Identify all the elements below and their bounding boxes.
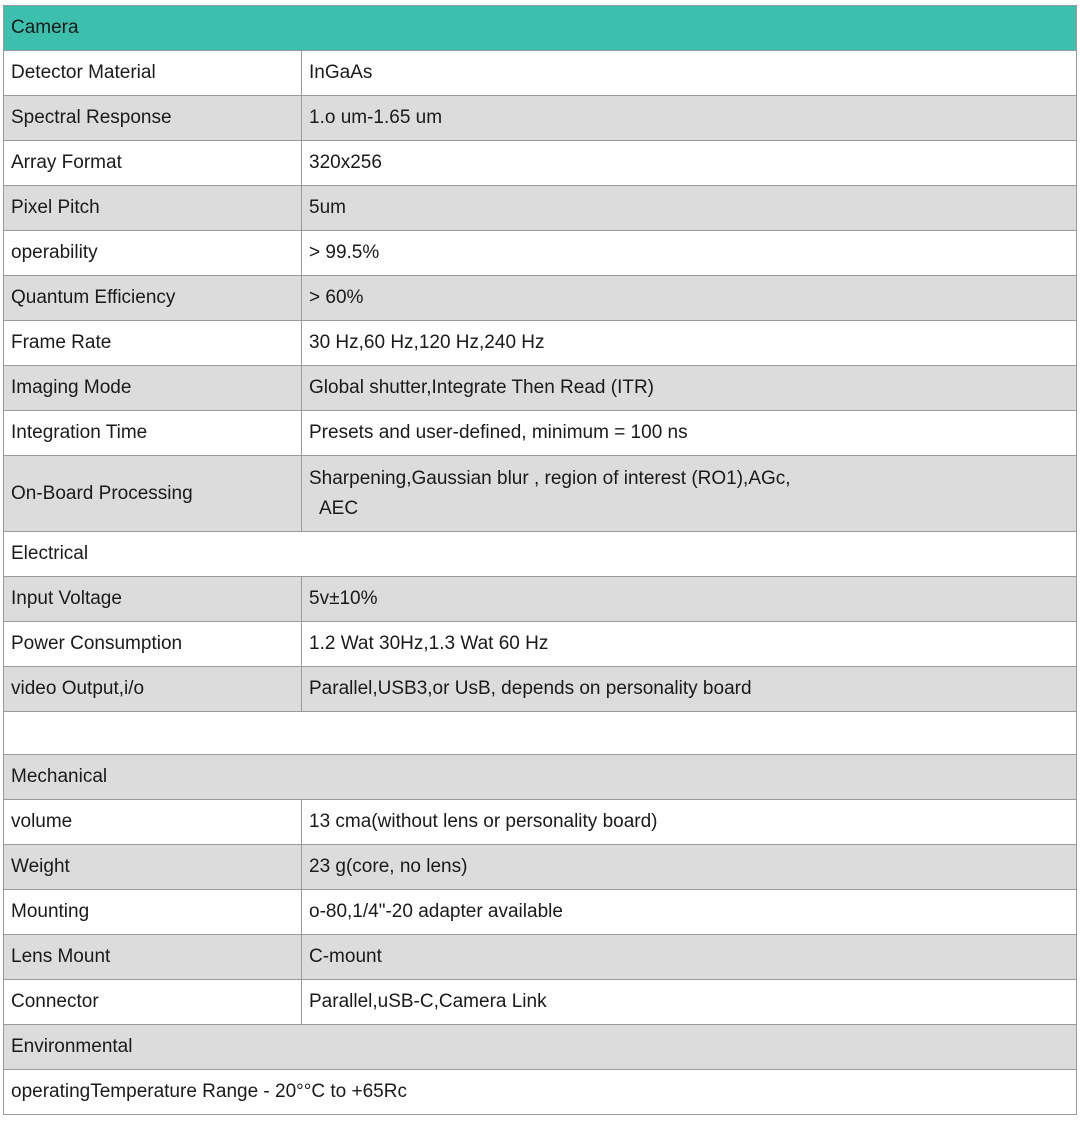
row-label: operability	[4, 231, 302, 276]
table-row	[4, 622, 1077, 667]
row-value: InGaAs	[302, 51, 1077, 96]
row-value-line: Sharpening,Gaussian blur , region of interest (RO1),AGc,	[309, 467, 791, 489]
row-label: On-Board Processing	[4, 456, 302, 532]
row-value: Global shutter,Integrate Then Read (ITR)	[302, 366, 1077, 411]
row-value: 23 g(core, no lens)	[302, 845, 1077, 890]
table-row	[4, 411, 1077, 456]
row-label: Weight	[4, 845, 302, 890]
table-row	[4, 667, 1077, 712]
table-row	[4, 890, 1077, 935]
table-row	[4, 1070, 1077, 1115]
row-value: 5v±10%	[302, 577, 1077, 622]
table-row	[4, 456, 1077, 532]
row-label: Pixel Pitch	[4, 186, 302, 231]
section-row-electrical	[4, 532, 1077, 577]
row-label: Power Consumption	[4, 622, 302, 667]
row-value: Parallel,uSB-C,Camera Link	[302, 980, 1077, 1025]
row-value: > 60%	[302, 276, 1077, 321]
table-row	[4, 800, 1077, 845]
row-label: Lens Mount	[4, 935, 302, 980]
row-full-width-value: operatingTemperature Range - 20°°C to +65Rc	[4, 1070, 1077, 1115]
row-value	[302, 456, 1077, 532]
table-header-row	[4, 6, 1077, 51]
table-row	[4, 96, 1077, 141]
row-label: Frame Rate	[4, 321, 302, 366]
row-value: Parallel,USB3,or UsB, depends on personality board	[302, 667, 1077, 712]
table-row	[4, 276, 1077, 321]
row-value: 1.2 Wat 30Hz,1.3 Wat 60 Hz	[302, 622, 1077, 667]
row-label: Integration Time	[4, 411, 302, 456]
row-label: Spectral Response	[4, 96, 302, 141]
table-row	[4, 845, 1077, 890]
row-value: 5um	[302, 186, 1077, 231]
section-heading-mechanical: Mechanical	[4, 755, 1077, 800]
row-value: 13 cma(without lens or personality board)	[302, 800, 1077, 845]
row-label: Connector	[4, 980, 302, 1025]
row-label: volume	[4, 800, 302, 845]
row-value: > 99.5%	[302, 231, 1077, 276]
section-heading-environmental: Environmental	[4, 1025, 1077, 1070]
table-row	[4, 980, 1077, 1025]
section-row-environmental	[4, 1025, 1077, 1070]
section-row-mechanical	[4, 755, 1077, 800]
row-value: Presets and user-defined, minimum = 100 ns	[302, 411, 1077, 456]
empty-cell	[4, 712, 1077, 755]
row-value-line: AEC	[319, 497, 359, 519]
table-row	[4, 186, 1077, 231]
empty-row	[4, 712, 1077, 755]
table-row	[4, 51, 1077, 96]
section-header-camera: Camera	[4, 6, 1077, 51]
table-row	[4, 577, 1077, 622]
row-label: Input Voltage	[4, 577, 302, 622]
table-row	[4, 231, 1077, 276]
row-label: Detector Material	[4, 51, 302, 96]
row-value: C-mount	[302, 935, 1077, 980]
row-value: 30 Hz,60 Hz,120 Hz,240 Hz	[302, 321, 1077, 366]
table-row	[4, 366, 1077, 411]
row-label: video Output,i/o	[4, 667, 302, 712]
row-label: Mounting	[4, 890, 302, 935]
row-value: 320x256	[302, 141, 1077, 186]
table-row	[4, 141, 1077, 186]
row-value: 1.o um-1.65 um	[302, 96, 1077, 141]
row-label: Array Format	[4, 141, 302, 186]
section-heading-electrical: Electrical	[4, 532, 1077, 577]
row-value: o-80,1/4"-20 adapter available	[302, 890, 1077, 935]
spec-table	[3, 5, 1077, 1115]
table-row	[4, 935, 1077, 980]
row-label: Imaging Mode	[4, 366, 302, 411]
table-row	[4, 321, 1077, 366]
row-label: Quantum Efficiency	[4, 276, 302, 321]
